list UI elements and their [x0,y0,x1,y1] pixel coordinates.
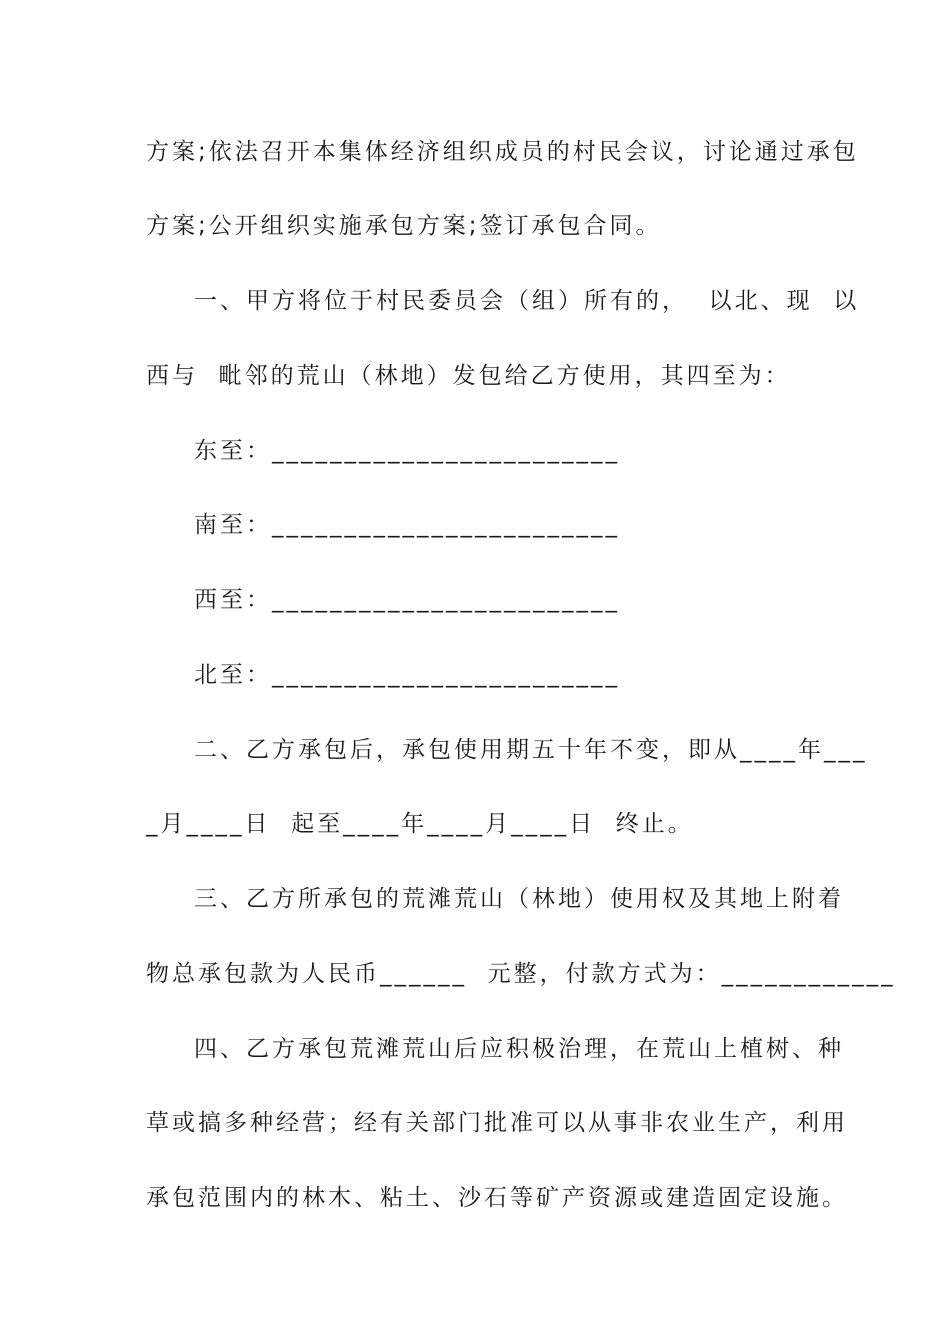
clause-2-line: 二、乙方承包后，承包使用期五十年不变，即从____年___ [194,737,868,763]
boundary-north: 北至：________________________ [194,662,620,688]
clause-3-line: 三、乙方所承包的荒滩荒山（林地）使用权及其地上附着 [194,886,844,912]
paragraph-line: _月____日 起至____年____月____日 终止。 [146,811,694,837]
paragraph-line: 方案;依法召开本集体经济组织成员的村民会议，讨论通过承包 [146,139,859,165]
paragraph-line: 物总承包款为人民币______ 元整，付款方式为：____________ [146,961,896,987]
clause-1-line: 一、甲方将位于村民委员会（组）所有的， 以北、现 以 [194,288,860,314]
boundary-south: 南至：________________________ [194,512,620,538]
boundary-east: 东至：________________________ [194,438,620,464]
paragraph-line: 草或搞多种经营；经有关部门批准可以从事非农业生产，利用 [146,1110,848,1136]
boundary-west: 西至：________________________ [194,587,620,613]
clause-4-line: 四、乙方承包荒滩荒山后应积极治理，在荒山上植树、种 [194,1036,844,1062]
paragraph-line: 西与 毗邻的荒山（林地）发包给乙方使用，其四至为： [146,363,791,389]
paragraph-line: 方案;公开组织实施承包方案;签订承包合同。 [146,213,662,239]
paragraph-line: 承包范围内的林木、粘土、沙石等矿产资源或建造固定设施。 [146,1185,848,1211]
